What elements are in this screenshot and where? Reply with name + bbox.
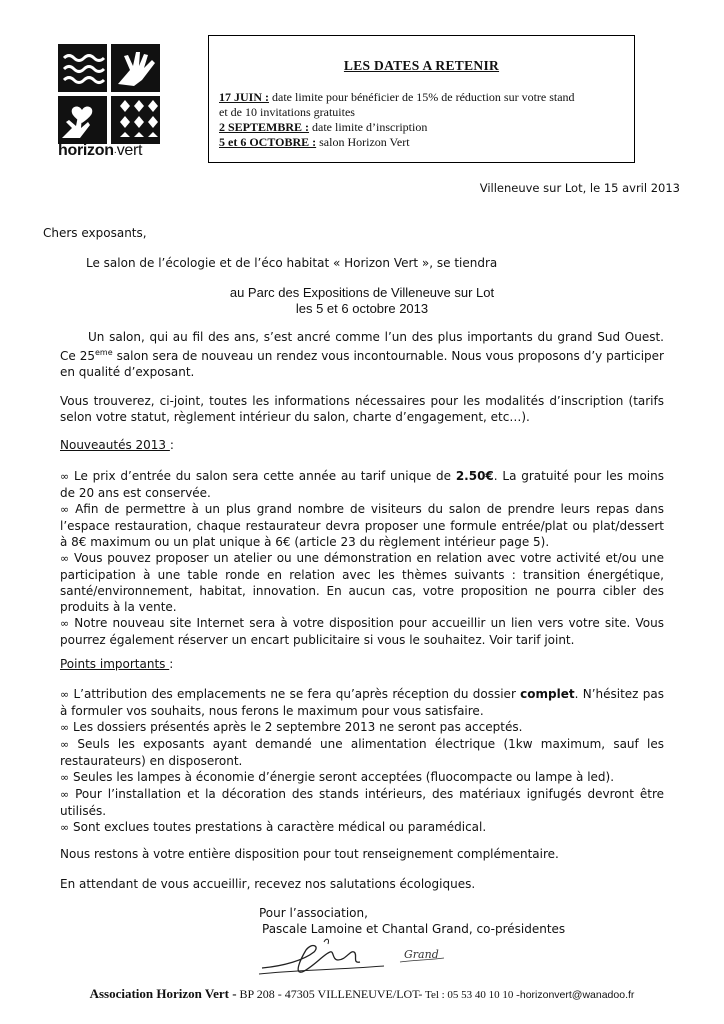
signature-line-names: Pascale Lamoine et Chantal Grand, co-présidentes: [262, 922, 566, 936]
closing-availability: Nous restons à votre entière disposition pour tout renseignement complémentaire.: [60, 847, 559, 861]
infinity-bullet-icon: ∞: [60, 721, 70, 734]
list-item: ∞ Seules les lampes à économie d’énergie seront acceptées (fluocompacte ou lampe à led).: [60, 770, 615, 784]
place-and-date: Villeneuve sur Lot, le 15 avril 2013: [479, 181, 680, 195]
list-item: ∞ Le prix d’entrée du salon sera cette année au tarif unique de 2.50€. La gratuité pour les moins de 20 ans est conservée.: [60, 469, 664, 500]
key-date-item: 2 SEPTEMBRE : date limite d’inscription: [219, 120, 428, 134]
points-importants-list: [60, 686, 664, 836]
infinity-bullet-icon: ∞: [60, 470, 70, 483]
infinity-bullet-icon: ∞: [60, 688, 70, 701]
signature-line-association: Pour l’association,: [259, 906, 368, 920]
key-dates-box: [208, 35, 635, 163]
venue-dates: les 5 et 6 octobre 2013: [295, 301, 429, 316]
infinity-bullet-icon: ∞: [60, 617, 70, 630]
intro-line: Le salon de l’écologie et de l’éco habitat « Horizon Vert », se tiendra: [86, 256, 498, 270]
nouveautes-heading: Nouveautés 2013 :: [60, 438, 174, 452]
key-date-item: 5 et 6 OCTOBRE : salon Horizon Vert: [219, 135, 410, 149]
svg-text:Grand: Grand: [404, 948, 439, 961]
infinity-bullet-icon: ∞: [60, 503, 70, 516]
paragraph-presentation: Un salon, qui au fil des ans, s’est ancré comme l’un des plus importants du grand Sud Ouest. Ce 25eme salon sera de nouveau un rendez vous incontournable. Nous vous proposons d’y participer en qualité d’exposant.: [60, 330, 664, 379]
logo-wordmark: horizon·vert: [58, 142, 143, 159]
list-item: ∞ Vous pouvez proposer un atelier ou une démonstration en relation avec votre activité et/ou une participation à une table ronde en relation avec les thèmes suivants : transition énergétique, santé/environnement, habitat, innovation. En aucun cas, votre proposition ne pourra cibler des produits à la vente.: [60, 551, 664, 614]
salutation: Chers exposants,: [43, 226, 147, 240]
points-importants-heading: Points importants :: [60, 657, 174, 671]
list-item: ∞ Notre nouveau site Internet sera à votre disposition pour accueillir un lien vers votre site. Vous pourrez également réserver un encart publicitaire si vous le souhaitez. Voir tarif joint.: [60, 616, 664, 647]
venue-block: [0, 285, 724, 317]
key-date-item: 17 JUIN : date limite pour bénéficier de 15% de réduction sur votre stand: [219, 90, 575, 104]
list-item: ∞ Pour l’installation et la décoration des stands intérieurs, des matériaux ignifugés devront être utilisés.: [60, 787, 664, 818]
infinity-bullet-icon: ∞: [60, 821, 70, 834]
list-item: ∞ L’attribution des emplacements ne se fera qu’après réception du dossier complet. N’hésitez pas à formuler vos souhaits, nous ferons le maximum pour vous satisfaire.: [60, 687, 664, 718]
infinity-bullet-icon: ∞: [60, 738, 70, 751]
horizon-vert-logo: [58, 44, 164, 164]
infinity-bullet-icon: ∞: [60, 771, 70, 784]
infinity-bullet-icon: ∞: [60, 552, 70, 565]
logo-mosaic-icon: [58, 44, 160, 144]
list-item: ∞ Seuls les exposants ayant demandé une alimentation électrique (1kw maximum, sauf les restaurateurs) en disposeront.: [60, 737, 664, 768]
key-date-item: et de 10 invitations gratuites: [219, 105, 355, 119]
key-dates-title: LES DATES A RETENIR: [343, 58, 500, 73]
list-item: ∞ Les dossiers présentés après le 2 septembre 2013 ne seront pas acceptés.: [60, 720, 523, 734]
infinity-bullet-icon: ∞: [60, 788, 70, 801]
paragraph-information: Vous trouverez, ci-joint, toutes les informations nécessaires pour les modalités d’inscription (tarifs selon votre statut, règlement intérieur du salon, charte d’engagement, etc…).: [60, 394, 664, 424]
handwritten-signature-icon: [254, 930, 494, 980]
footer-contact: Association Horizon Vert - BP 208 - 47305 VILLENEUVE/LOT- Tel : 05 53 40 10 10 -horizonvert@wanadoo.fr: [89, 986, 635, 1001]
nouveautes-list: [60, 468, 664, 648]
list-item: ∞ Sont exclues toutes prestations à caractère médical ou paramédical.: [60, 820, 487, 834]
key-dates-list: [219, 90, 629, 150]
venue-line: au Parc des Expositions de Villeneuve sur Lot: [229, 285, 495, 300]
closing-greetings: En attendant de vous accueillir, recevez nos salutations écologiques.: [60, 877, 476, 891]
list-item: ∞ Afin de permettre à un plus grand nombre de visiteurs du salon de prendre leurs repas dans l’espace restauration, chaque restaurateur devra proposer une formule entrée/plat ou plat/dessert à 8€ maximum ou un plat unique à 6€ (article 23 du règlement intérieur page 5).: [60, 502, 664, 549]
